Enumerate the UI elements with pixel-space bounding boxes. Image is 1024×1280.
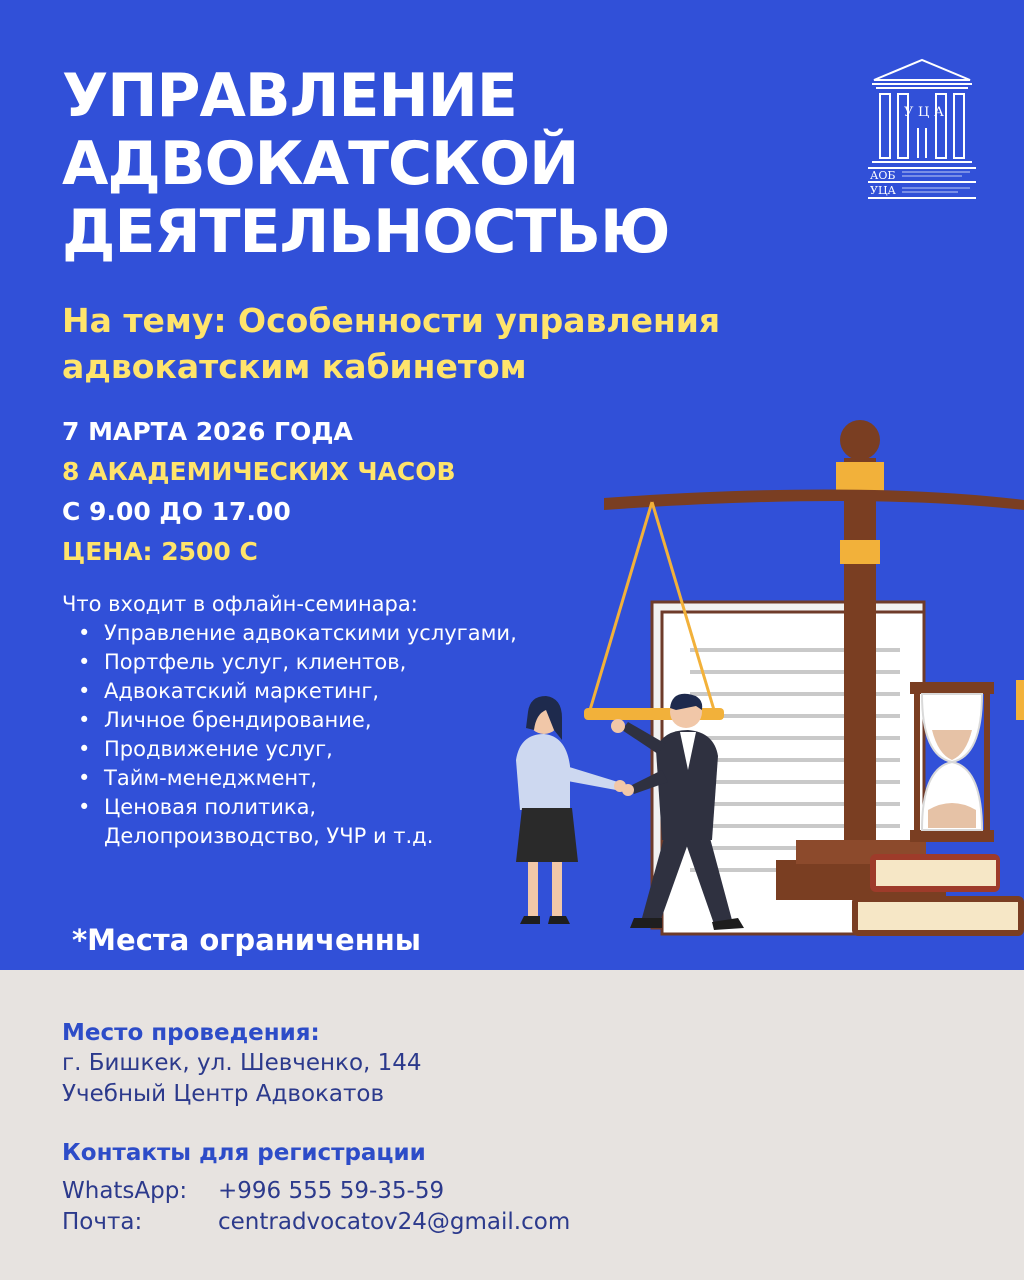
title-line-3: ДЕЯТЕЛЬНОСТЬЮ bbox=[62, 197, 670, 267]
list-item: • Тайм-менеджмент, bbox=[62, 764, 522, 793]
list-item: • Продвижение услуг, bbox=[62, 735, 522, 764]
email-address[interactable]: centradvocatov24@gmail.com bbox=[218, 1209, 571, 1235]
page-title bbox=[62, 62, 669, 266]
includes-heading: Что входит в офлайн-семинара: bbox=[62, 592, 418, 616]
contacts-heading: Контакты для регистрации bbox=[62, 1140, 426, 1166]
event-price: ЦЕНА: 2500 С bbox=[62, 537, 258, 566]
whatsapp-row bbox=[62, 1176, 570, 1207]
title-line-1: УПРАВЛЕНИЕ bbox=[62, 61, 517, 131]
event-hours: 8 АКАДЕМИЧЕСКИХ ЧАСОВ bbox=[62, 457, 456, 486]
email-row bbox=[62, 1207, 570, 1238]
logo-label-2: УЦА bbox=[870, 184, 896, 197]
includes-list bbox=[62, 619, 522, 851]
event-facts bbox=[62, 412, 456, 572]
whatsapp-number[interactable]: +996 555 59-35-59 bbox=[218, 1178, 445, 1204]
venue-block bbox=[62, 1018, 422, 1110]
title-line-2: АДВОКАТСКОЙ bbox=[62, 129, 579, 199]
venue-heading: Место проведения: bbox=[62, 1020, 320, 1046]
list-item: • Ценовая политика, Делопроизводство, УЧР и т.д. bbox=[62, 793, 522, 851]
logo-letter-1: У bbox=[904, 105, 914, 120]
logo-letter-3: А bbox=[934, 105, 944, 120]
law-scales-illustration bbox=[500, 410, 1024, 970]
event-date: 7 МАРТА 2026 ГОДА bbox=[62, 417, 353, 446]
contacts-block bbox=[62, 1138, 570, 1238]
email-label: Почта: bbox=[62, 1209, 143, 1235]
event-time: С 9.00 ДО 17.00 bbox=[62, 497, 291, 526]
venue-address: г. Бишкек, ул. Шевченко, 144 bbox=[62, 1050, 422, 1076]
list-item: • Личное брендирование, bbox=[62, 706, 522, 735]
courthouse-columns-icon bbox=[866, 58, 978, 200]
list-item: • Портфель услуг, клиентов, bbox=[62, 648, 522, 677]
whatsapp-label: WhatsApp: bbox=[62, 1178, 188, 1204]
venue-name: Учебный Центр Адвокатов bbox=[62, 1081, 385, 1107]
woman-figure-icon bbox=[516, 696, 626, 924]
list-item: • Управление адвокатскими услугами, bbox=[62, 619, 522, 648]
limited-seats-notice: *Места ограниченны bbox=[72, 923, 421, 957]
list-item: • Адвокатский маркетинг, bbox=[62, 677, 522, 706]
seminar-includes bbox=[62, 590, 522, 851]
logo-label-1: АОБ bbox=[870, 169, 896, 182]
logo-letter-2: Ц bbox=[918, 105, 930, 120]
topic-subtitle: На тему: Особенности управления адвокатским кабинетом bbox=[62, 301, 721, 386]
